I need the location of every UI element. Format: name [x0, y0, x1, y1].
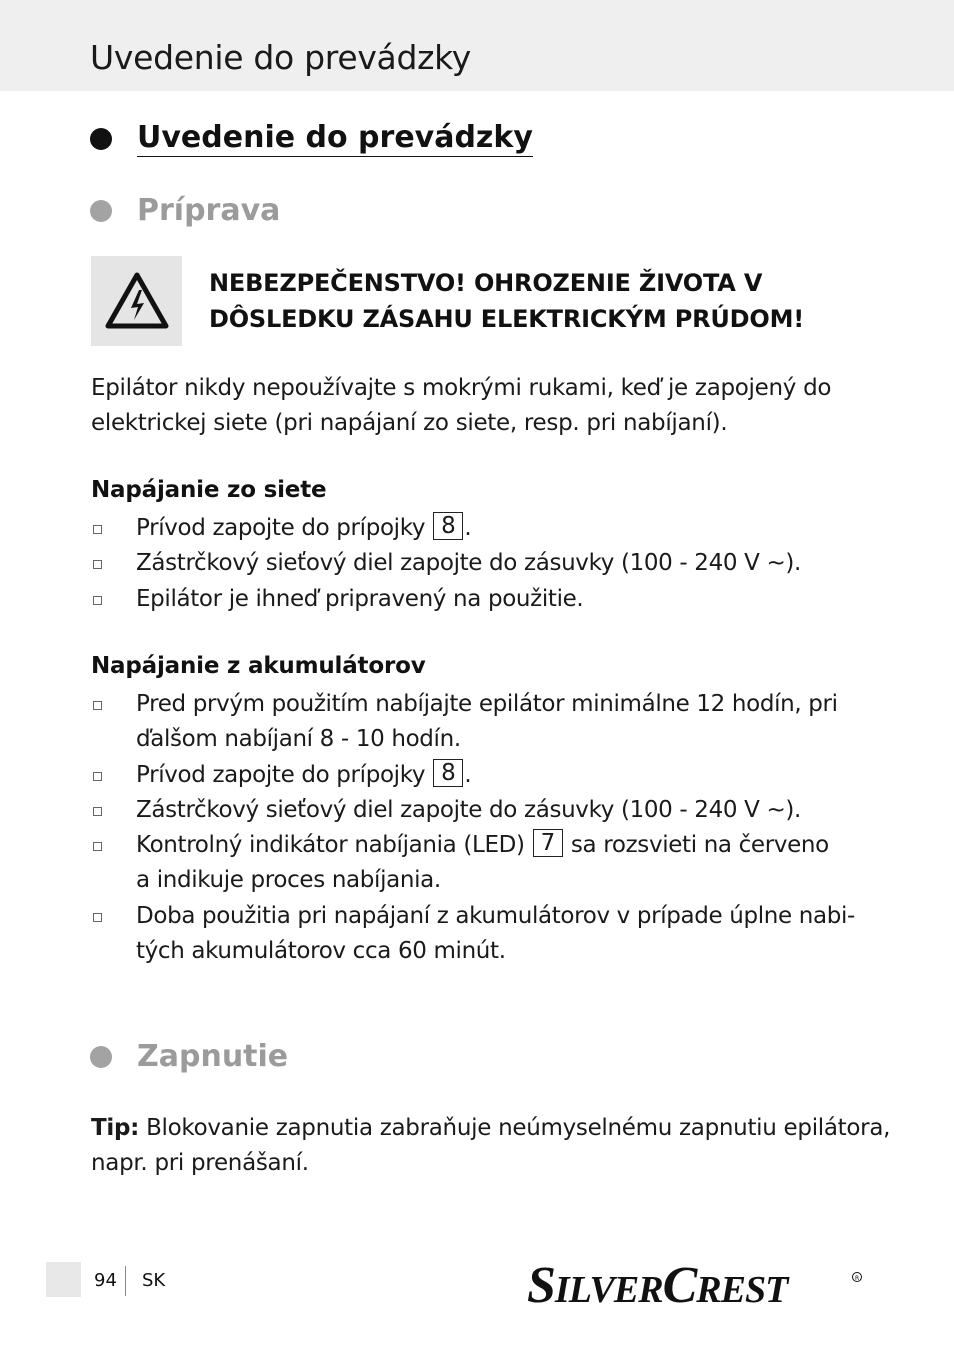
silvercrest-logo — [527, 1258, 867, 1310]
checkbox-square-icon — [93, 525, 102, 534]
paragraph-line: Epilátor nikdy nepoužívajte s mokrými rukami, keď je zapojený do — [91, 375, 832, 401]
warning-line: DÔSLEDKU ZÁSAHU ELEKTRICKÝM PRÚDOM! — [209, 305, 805, 333]
language-code: SK — [142, 1270, 166, 1291]
section-heading-text: Zapnutie — [137, 1039, 289, 1074]
list-item-text: Epilátor je ihneď pripravený na použitie. — [136, 585, 584, 612]
list-item-text: Prívod zapojte do prípojky — [136, 515, 426, 541]
paragraph-line: Blokovanie zapnutia zabraňuje neúmyselnému zapnutiu epilátora, — [146, 1115, 891, 1141]
list-item-text: Prívod zapojte do prípojky — [136, 761, 426, 788]
danger-warning-text — [209, 265, 804, 337]
list-item — [91, 758, 855, 793]
subheading-mains: Napájanie zo siete — [91, 477, 327, 503]
bullet-dot-icon — [90, 200, 112, 222]
bullet-dot-icon — [90, 128, 112, 150]
section-heading-zapnutie — [90, 1039, 288, 1074]
svg-text:SILVERCREST: SILVERCREST — [527, 1258, 788, 1310]
list-item — [91, 546, 801, 581]
list-item — [91, 582, 801, 617]
list-item-text: Kontrolný indikátor nabíjania (LED) — [136, 832, 525, 859]
list-item — [91, 511, 801, 546]
intro-paragraph — [91, 371, 831, 441]
page-number: 94 — [94, 1270, 117, 1291]
battery-steps-list — [91, 687, 855, 969]
bullet-dot-icon — [90, 1046, 112, 1068]
checkbox-square-icon — [93, 596, 102, 605]
list-item-text-end: sa rozsvieti na červeno — [570, 832, 829, 859]
page-header-title: Uvedenie do prevádzky — [90, 38, 472, 77]
list-item-text: ďalšom nabíjaní 8 - 10 hodín. — [136, 726, 461, 753]
list-item-text: Zástrčkový sieťový diel zapojte do zásuvky (100 - 240 V ~). — [136, 796, 801, 823]
high-voltage-warning-icon — [91, 256, 182, 346]
checkbox-square-icon — [93, 842, 102, 851]
reference-number-badge: 8 — [433, 512, 463, 540]
list-item-text-end: . — [464, 515, 472, 541]
section-heading-text: Uvedenie do prevádzky — [137, 120, 533, 155]
checkbox-square-icon — [93, 913, 102, 922]
section-heading-uvedenie — [90, 120, 533, 157]
list-item — [91, 899, 855, 970]
subheading-battery: Napájanie z akumulátorov — [91, 653, 426, 679]
section-heading-text: Príprava — [137, 193, 281, 228]
reference-number-badge: 7 — [533, 829, 563, 857]
checkbox-square-icon — [93, 807, 102, 816]
paragraph-line: elektrickej siete (pri napájaní zo siete, resp. pri nabíjaní). — [91, 410, 728, 436]
checkbox-square-icon — [93, 560, 102, 569]
reference-number-badge: 8 — [433, 759, 463, 787]
list-item-text: Pred prvým použitím nabíjajte epilátor minimálne 12 hodín, pri — [136, 691, 838, 717]
checkbox-square-icon — [93, 772, 102, 781]
mains-steps-list — [91, 511, 801, 617]
list-item-text-end: . — [464, 761, 472, 788]
paragraph-line: napr. pri prenášaní. — [91, 1150, 309, 1176]
list-item-text: Zástrčkový sieťový diel zapojte do zásuvky (100 - 240 V ~). — [136, 550, 801, 577]
checkbox-square-icon — [93, 701, 102, 710]
section-heading-priprava — [90, 193, 280, 228]
list-item — [91, 793, 855, 828]
tip-paragraph — [91, 1111, 890, 1181]
list-item — [91, 828, 855, 899]
list-item-text: a indikuje proces nabíjania. — [136, 867, 441, 894]
list-item-text: tých akumulátorov cca 60 minút. — [136, 938, 506, 965]
tip-label: Tip: — [91, 1115, 140, 1141]
list-item — [91, 687, 855, 758]
list-item-text: Doba použitia pri napájaní z akumulátorov v prípade úplne nabi- — [136, 902, 856, 929]
svg-text:R: R — [855, 1275, 860, 1282]
footer-divider — [125, 1266, 126, 1296]
warning-line: NEBEZPEČENSTVO! OHROZENIE ŽIVOTA V — [209, 269, 763, 297]
footer-marker — [46, 1262, 81, 1297]
